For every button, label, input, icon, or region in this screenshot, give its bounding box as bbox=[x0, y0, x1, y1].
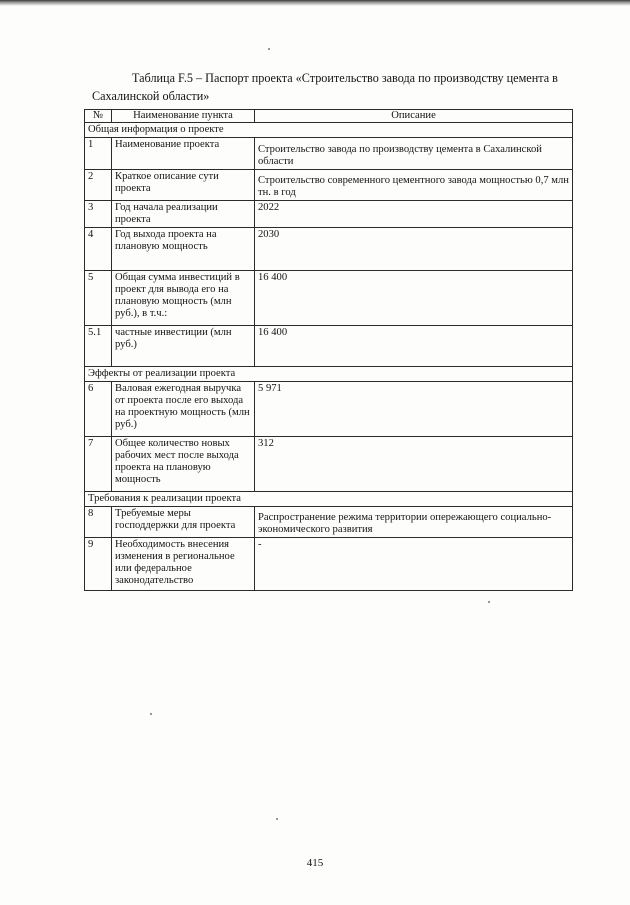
table-row bbox=[85, 507, 573, 538]
row-description: 312 bbox=[255, 437, 573, 492]
header-description: Описание bbox=[255, 110, 573, 123]
row-number: 9 bbox=[85, 538, 112, 591]
row-number: 2 bbox=[85, 170, 112, 201]
table-row bbox=[85, 326, 573, 367]
table-row bbox=[85, 437, 573, 492]
row-name: Наименование проекта bbox=[112, 138, 255, 170]
row-description: - bbox=[255, 538, 573, 591]
row-description: Строительство завода по производству цемента в Сахалинской области bbox=[255, 138, 573, 170]
row-number: 7 bbox=[85, 437, 112, 492]
row-name: Валовая ежегодная выручка от проекта после его выхода на проектную мощность (млн руб.) bbox=[112, 382, 255, 437]
table-row bbox=[85, 138, 573, 170]
table-row bbox=[85, 170, 573, 201]
section-row bbox=[85, 492, 573, 507]
section-title: Эффекты от реализации проекта bbox=[85, 367, 573, 382]
row-number: 5 bbox=[85, 271, 112, 326]
header-item-name: Наименование пункта bbox=[112, 110, 255, 123]
table-row bbox=[85, 382, 573, 437]
page-number: 415 bbox=[306, 857, 324, 869]
row-description: Строительство современного цементного завода мощностью 0,7 млн тн. в год bbox=[255, 170, 573, 201]
table-row bbox=[85, 538, 573, 591]
row-name: Общее количество новых рабочих мест после выхода проекта на плановую мощность bbox=[112, 437, 255, 492]
row-name: Общая сумма инвестиций в проект для вывода его на плановую мощность (млн руб.), в т.ч.: bbox=[112, 271, 255, 326]
table-caption-line-2: Сахалинской области» bbox=[92, 89, 210, 103]
row-description: 5 971 bbox=[255, 382, 573, 437]
row-description: 16 400 bbox=[255, 326, 573, 367]
row-name: Необходимость внесения изменения в региональное или федеральное законодательство bbox=[112, 538, 255, 591]
table-row bbox=[85, 201, 573, 228]
row-description: 2030 bbox=[255, 228, 573, 271]
row-description: 2022 bbox=[255, 201, 573, 228]
table-header-row bbox=[85, 110, 573, 123]
row-number: 8 bbox=[85, 507, 112, 538]
table-caption-line-1: Таблица F.5 – Паспорт проекта «Строительство завода по производству цемента в bbox=[132, 71, 558, 85]
row-name: частные инвестиции (млн руб.) bbox=[112, 326, 255, 367]
row-name: Год выхода проекта на плановую мощность bbox=[112, 228, 255, 271]
row-description: Распространение режима территории опережающего социально-экономического развития bbox=[255, 507, 573, 538]
scan-speck bbox=[150, 713, 152, 715]
row-number: 1 bbox=[85, 138, 112, 170]
project-passport-table bbox=[84, 109, 573, 591]
section-title: Требования к реализации проекта bbox=[85, 492, 573, 507]
table-row bbox=[85, 228, 573, 271]
row-number: 3 bbox=[85, 201, 112, 228]
scan-speck bbox=[268, 48, 270, 50]
row-name: Год начала реализации проекта bbox=[112, 201, 255, 228]
row-name: Требуемые меры господдержки для проекта bbox=[112, 507, 255, 538]
scan-speck bbox=[276, 818, 278, 820]
section-title: Общая информация о проекте bbox=[85, 123, 573, 138]
scan-speck bbox=[488, 601, 490, 603]
row-name: Краткое описание сути проекта bbox=[112, 170, 255, 201]
row-number: 5.1 bbox=[85, 326, 112, 367]
section-row bbox=[85, 123, 573, 138]
table-row bbox=[85, 271, 573, 326]
section-row bbox=[85, 367, 573, 382]
scan-edge bbox=[0, 0, 630, 6]
row-number: 6 bbox=[85, 382, 112, 437]
row-description: 16 400 bbox=[255, 271, 573, 326]
header-number: № bbox=[85, 110, 112, 123]
row-number: 4 bbox=[85, 228, 112, 271]
